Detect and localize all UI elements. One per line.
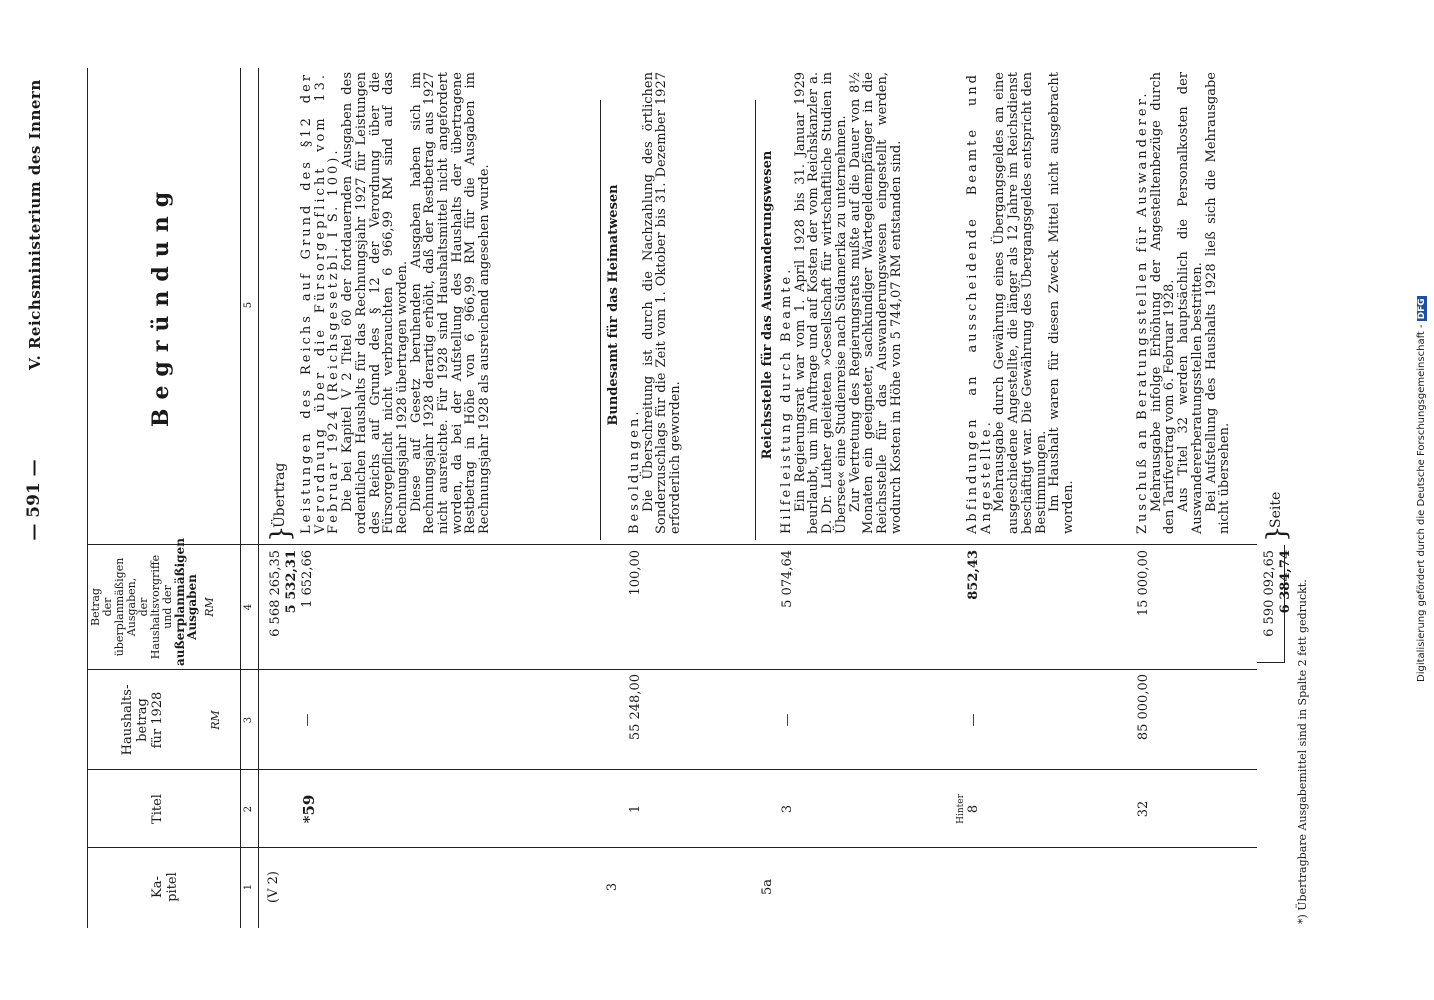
section-heading: Bundesamt für das Heimatwesen — [606, 184, 621, 426]
section-rule-heimatwesen — [600, 100, 601, 540]
entry-heading: Hilfeleistung durch Beamte. — [779, 266, 794, 534]
entry-haushalt: 55 248,00 — [628, 674, 643, 741]
section-heading: Reichsstelle für das Auswanderungswesen — [760, 150, 775, 460]
column-number: 2 — [243, 805, 254, 813]
total-label: Seite — [1268, 491, 1284, 528]
column-number: 4 — [243, 603, 254, 611]
entry-titel: *59 — [300, 794, 318, 824]
divider-kapitel-titel — [87, 847, 1257, 848]
column-number: 5 — [243, 301, 254, 309]
header-haushaltsbetrag-unit: RM — [209, 710, 222, 730]
entry-heading: Leistungen des Reichs auf Grund des §12 der Verordnung über die Fürsorgepflicht vom 13. Februar 1924 (Reichsgesetzbl. I S. 100). — [299, 72, 342, 534]
header-begruendung: Begründung — [148, 182, 174, 428]
header-betrag-line: Ausgaben, — [125, 577, 138, 637]
total-brace: } — [1262, 525, 1292, 542]
divider-betrag-begruendung — [87, 544, 1257, 545]
entry-text — [966, 72, 1076, 534]
running-head: V. Reichsministerium des Innern — [26, 79, 44, 370]
header-betrag — [89, 538, 216, 666]
column-number-rule — [258, 68, 259, 928]
header-kapitel: Ka- pitel — [150, 872, 180, 902]
header-betrag-bold: außerplanmäßigen Ausgaben — [173, 538, 199, 666]
entry-text — [628, 72, 683, 534]
entry-paragraph: Zur Vertretung des Regierungsrats mußte auf die Dauer von 8½ Monaten ein geeigneter, sachkundiger Wartegeldempfänger in die Reichsstelle für das Auswanderungswesen eingestellt werden, wodurch Kosten in Höhe von 5 744,07 RM entstanden sind. — [847, 72, 904, 534]
dfg-logo: DFG — [1417, 298, 1427, 320]
entry-paragraph: Mehrausgabe durch Gewährung eines Übergangsgeldes an eine ausgeschiedene Angestellte, die länger als 12 Jahre im Reichsdienst beschäftigt war. Die Gewährung des Übergangsgeldes entspricht den Bestimmungen. — [992, 72, 1049, 534]
entry-paragraph: Ein Regierungsrat war vom 1. April 1928 bis 31. Januar 1929 beurlaubt, um im Auftrage und auf Kosten der vom Reichskanzler a. D. Dr. Luther geleiteten »Gesellschaft für wirtschaftliche Studien in Übersee« eine Studienreise nach Südamerika zu unternehmen. — [792, 72, 849, 534]
credit-text: Digitalisierung gefördert durch die Deutsche Forschungsgemeinschaft - — [1416, 324, 1427, 682]
divider-haushalt-betrag — [87, 669, 1257, 670]
footnote: *) Übertragbare Ausgabemittel sind in Spalte 2 fett gedruckt. — [1296, 579, 1309, 924]
entry-heading: Abfindungen an ausscheidende Beamte und Angestellte. — [965, 72, 994, 534]
header-betrag-line: Betrag — [89, 588, 102, 626]
section-rule-auswanderung — [755, 100, 756, 540]
entry-titel: 3 — [780, 804, 795, 814]
header-bottom-rule — [240, 68, 241, 928]
column-number: 3 — [243, 716, 254, 724]
entry-text — [780, 72, 903, 534]
total-amount: 6 590 092,65 — [1262, 550, 1277, 637]
entry-titel: 8 — [966, 804, 981, 814]
entry-haushalt: — — [966, 713, 981, 727]
header-betrag-unit: RM — [203, 597, 216, 617]
entry-haushalt: 85 000,00 — [1136, 674, 1151, 741]
entry-titel: 1 — [628, 804, 643, 814]
total-amount-bold: 6 384,74 — [1278, 550, 1293, 614]
entry-paragraph: Die Überschreitung ist durch die Nachzahlung des örtlichen Sonderzuschlags für die Zeit vom 1. Oktober bis 31. Dezember 1927 erforderlich geworden. — [640, 72, 684, 534]
carry-over-label: Übertrag — [272, 462, 288, 528]
header-haushaltsbetrag: Haushalts- betrag für 1928 — [120, 684, 165, 756]
table-top-rule — [87, 68, 88, 928]
digitization-credit — [1416, 296, 1427, 682]
entry-betrag: 1 652,66 — [300, 550, 315, 608]
entry-paragraph: Diese auf Gesetz beruhenden Ausgaben haben sich im Rechnungsjahr 1928 derartig erhöht, daß der Restbetrag aus 1927 nicht ausreichte. Für 1928 sind Haushaltsmittel nicht angefordert worden, da bei der Aufstellung des Haushalts der übertragene Restbetrag in Höhe von 6 966,99 RM für die Ausgaben im Rechnungsjahr 1928 als ausreichend angesehen wurde. — [408, 72, 493, 534]
entry-titel: 32 — [1136, 800, 1151, 818]
entry-haushalt: — — [300, 713, 315, 727]
header-betrag-line: der überplanmäßigen — [101, 557, 126, 657]
carry-over-kapitel: (V 2) — [266, 871, 281, 903]
entry-betrag: 15 000,00 — [1136, 550, 1151, 617]
header-betrag-line: und der — [161, 585, 174, 629]
entry-heading: Besoldungen. — [627, 408, 642, 534]
entry-paragraph: Aus Titel 32 werden hauptsächlich die Personalkosten der Auswandererberatungsstellen bestritten. — [1176, 72, 1205, 534]
carry-over-brace: } — [266, 525, 296, 542]
entry-heading: Zuschuß an Beratungsstellen für Auswanderer. — [1135, 90, 1150, 534]
entry-kapitel: 5a — [760, 878, 775, 896]
header-titel: Titel — [150, 794, 165, 824]
column-number: 1 — [243, 883, 254, 891]
entry-titel-note: Hinter — [956, 794, 966, 824]
page-number: — 591 — — [24, 459, 44, 541]
entry-betrag: 100,00 — [628, 550, 643, 596]
carry-over-amount-bold: 5 532,31 — [284, 550, 299, 614]
entry-paragraph: Die bei Kapitel V 2 Titel 60 der fortdauernden Ausgaben des ordentlichen Haushalts für das Rechnungsjahr 1927 für Leistungen des Reichs auf Grund des § 12 der Verordnung über die Fürsorgepflicht nicht verbrauchten 6 966,99 RM sind auf das Rechnungsjahr 1928 übertragen worden. — [340, 72, 410, 534]
header-betrag-line: der Haushaltsvorgriffe — [137, 554, 162, 660]
total-box-left — [1257, 662, 1285, 663]
entry-betrag: 5 074,64 — [780, 550, 795, 608]
carry-over-amount: 6 568 265,35 — [268, 550, 283, 637]
entry-paragraph: Bei Aufstellung des Haushalts 1928 ließ sich die Mehrausgabe nicht übersehen. — [1203, 72, 1233, 534]
divider-titel-haushalt — [87, 769, 1257, 770]
entry-paragraph: Mehrausgabe infolge Erhöhung der Angestelltenbezüge durch den Tarifvertrag vom 6. Februar 1928. — [1148, 72, 1178, 534]
entry-paragraph: Im Haushalt waren für diesen Zweck Mittel nicht ausgebracht worden. — [1047, 72, 1076, 534]
entry-text — [1136, 72, 1232, 534]
entry-text — [300, 72, 492, 534]
entry-kapitel: 3 — [605, 882, 620, 892]
entry-betrag: 852,43 — [966, 550, 981, 600]
entry-haushalt: — — [780, 713, 795, 727]
